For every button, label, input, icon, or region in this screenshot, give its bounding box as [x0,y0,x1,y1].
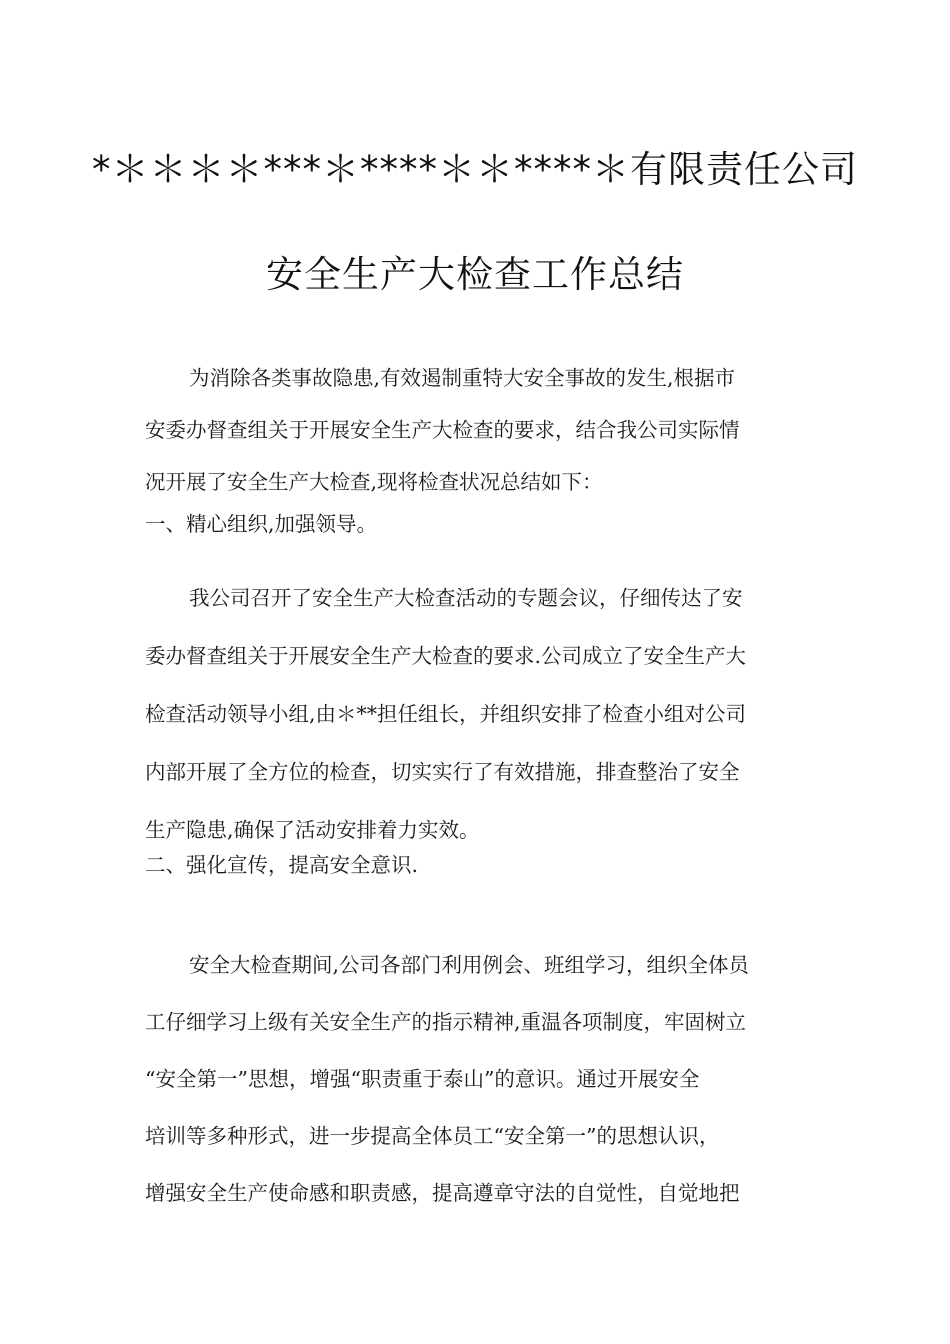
paragraph-line: 安全大检查期间,公司各部门利用例会、班组学习，组织全体员 [189,953,750,977]
document-title-company: *＊＊＊＊***＊****＊＊****＊有限责任公司 [92,148,858,191]
paragraph-line: 内部开展了全方位的检查，切实实行了有效措施，排查整治了安全 [145,760,740,784]
document-title-subject: 安全生产大检查工作总结 [266,253,684,296]
paragraph-line: 委办督查组关于开展安全生产大检查的要求.公司成立了安全生产大 [145,644,747,668]
paragraph-line: 我公司召开了安全生产大检查活动的专题会议，仔细传达了安 [189,586,743,610]
section-heading-2 [145,845,807,885]
paragraph-line: 安委办督查组关于开展安全生产大检查的要求，结合我公司实际情 [145,418,740,442]
section-heading-text: 二、强化宣传，提高安全意识. [145,853,419,877]
paragraph-line: 生产隐患,确保了活动安排着力实效。 [145,818,480,842]
paragraph-line: 工仔细学习上级有关安全生产的指示精神,重温各项制度，牢固树立 [145,1010,747,1034]
section2-paragraph [145,937,807,1222]
intro-paragraph [145,352,807,508]
paragraph-line: 培训等多种形式，进一步提高全体员工“安全第一”的思想认识， [145,1124,720,1148]
section-heading-text: 一、精心组织,加强领导。 [145,512,378,536]
paragraph-line: 为消除各类事故隐患,有效遏制重特大安全事故的发生,根据市 [189,366,736,390]
section-heading-1 [145,504,807,544]
paragraph-line: 检查活动领导小组,由＊**担任组长，并组织安排了检查小组对公司 [145,702,747,726]
paragraph-line: “安全第一”思想，增强“职责重于泰山”的意识。通过开展安全 [145,1067,700,1091]
section1-paragraph [145,569,807,859]
paragraph-line: 况开展了安全生产大检查,现将检查状况总结如下： [145,470,603,494]
paragraph-line: 增强安全生产使命感和职责感，提高遵章守法的自觉性，自觉地把 [145,1181,740,1205]
